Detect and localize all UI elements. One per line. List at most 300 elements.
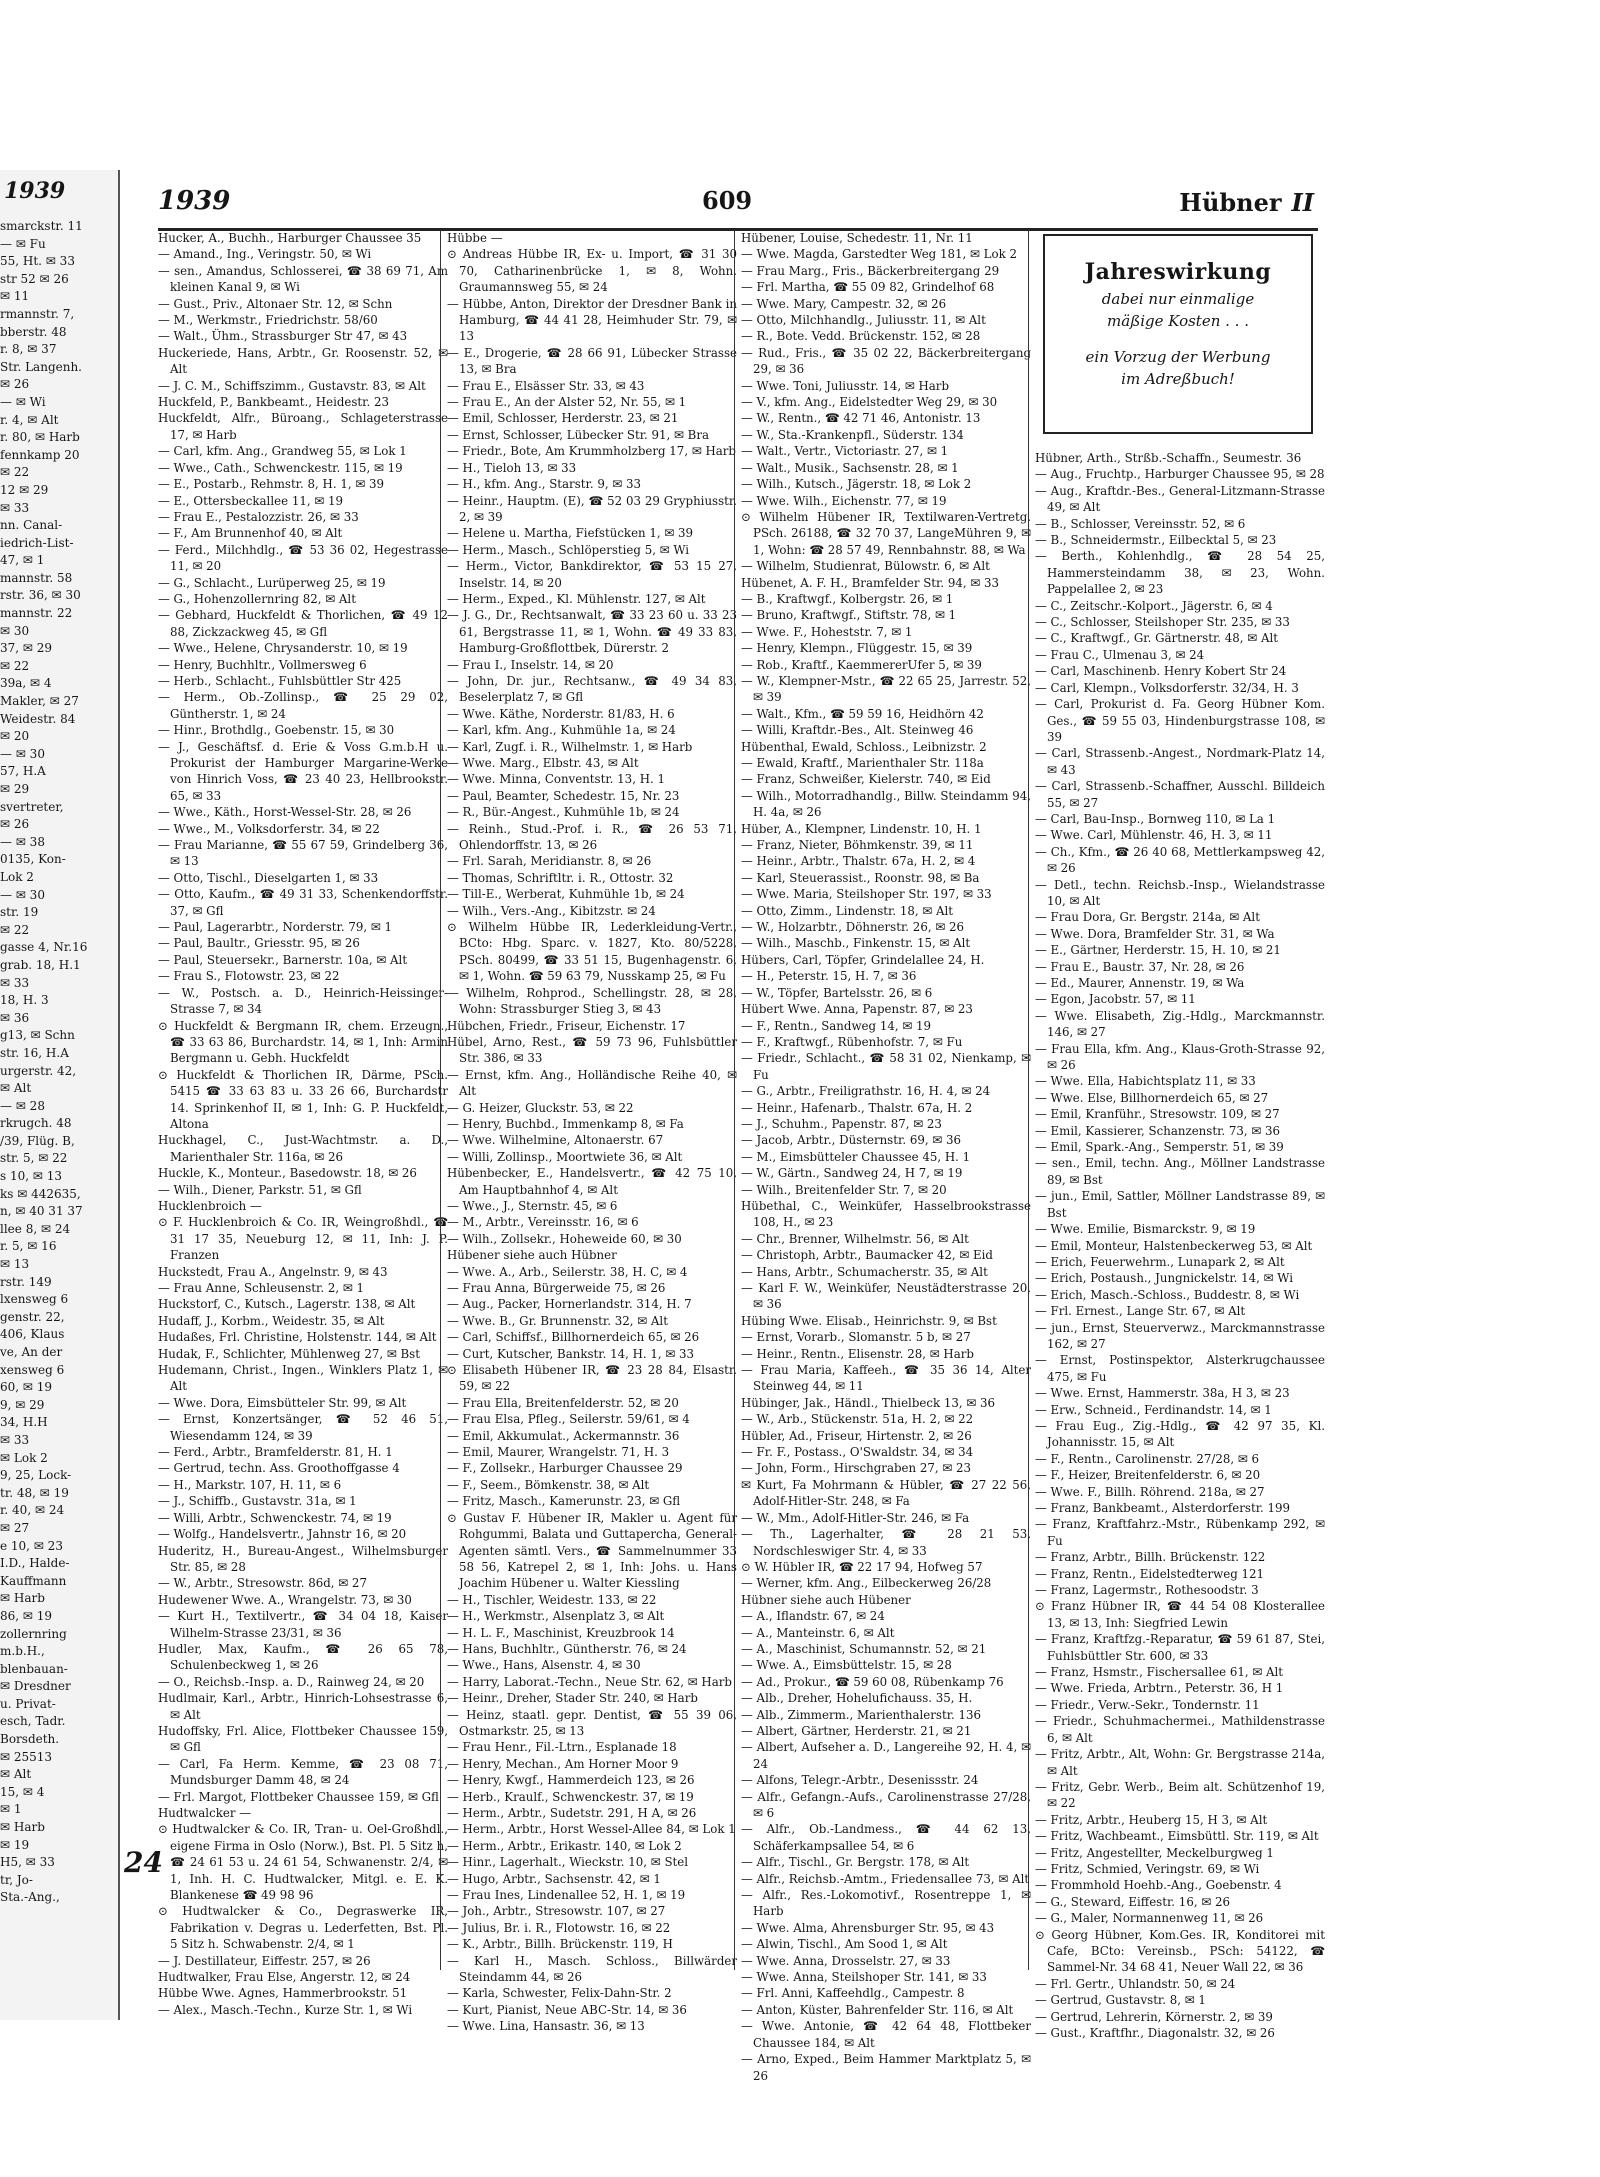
directory-entry: Huckle, K., Monteur., Basedowstr. 18, ✉ 26 xyxy=(158,1166,417,1181)
previous-page-line: r. 80, ✉ Harb xyxy=(0,430,80,445)
directory-entry: Hübchen, Friedr., Friseur, Eichenstr. 17 xyxy=(447,1018,686,1033)
directory-entry: — Thomas, Schriftltr. i. R., Ottostr. 32 xyxy=(447,870,674,885)
directory-entry: — Frau Ella, kfm. Ang., Klaus-Groth-Strasse 92, ✉ 26 xyxy=(1035,1041,1325,1073)
directory-entry: — Walt., Kfm., ☎ 59 59 16, Heidhörn 42 xyxy=(741,706,984,721)
previous-page-line: llee 8, ✉ 24 xyxy=(0,1221,71,1236)
directory-entry: — sen., Emil, techn. Ang., Möllner Landstrasse 89, ✉ Bst xyxy=(1035,1156,1325,1187)
directory-entry: — Carl, Fa Herm. Kemme, ☎ 23 08 71, Mundsburger Damm 48, ✉ 24 xyxy=(158,1756,448,1788)
directory-entry: — Kurt H., Textilvertr., ☎ 34 04 18, Kaiser Wilhelm-Strasse 23/31, ✉ 36 xyxy=(158,1609,448,1640)
directory-entry: — Henry, Buchbd., Immenkamp 8, ✉ Fa xyxy=(447,1116,684,1131)
directory-entry: — Wilh., Breitenfelder Str. 7, ✉ 20 xyxy=(741,1182,947,1197)
directory-entry: — Wwe. A., Eimsbüttelstr. 15, ✉ 28 xyxy=(741,1658,952,1673)
directory-entry: — Frau Henr., Fil.-Ltrn., Esplanade 18 xyxy=(447,1740,677,1755)
directory-entry: — Willi, Arbtr., Schwenckestr. 74, ✉ 19 xyxy=(158,1510,392,1525)
directory-entry: — Otto, Tischl., Dieselgarten 1, ✉ 33 xyxy=(158,870,379,885)
directory-entry: Huckeriede, Hans, Arbtr., Gr. Roosenstr. 52, ✉ Alt xyxy=(158,345,448,377)
directory-entry: — Herb., Schlacht., Fuhlsbüttler Str 425 xyxy=(158,673,402,688)
directory-entry: — Heinr., Hafenarb., Thalstr. 67a, H. 2 xyxy=(741,1100,973,1115)
previous-page-line: urgerstr. 42, xyxy=(0,1063,77,1078)
previous-page-line: 47, ✉ 1 xyxy=(0,553,45,568)
directory-entry: ⊙ F. Hucklenbroich & Co. IR, Weingroßhdl., ☎ 31 17 35, Neueburg 12, ✉ 11, Inh: J. P. Franzen xyxy=(158,1215,448,1263)
directory-entry: — Frau C., Ulmenau 3, ✉ 24 xyxy=(1035,647,1205,662)
directory-entry: — Frau Anne, Schleusenstr. 2, ✉ 1 xyxy=(158,1281,365,1295)
previous-page-line: ✉ Alt xyxy=(0,1767,32,1782)
directory-entry: Hucker, A., Buchh., Harburger Chaussee 35 xyxy=(158,231,422,245)
directory-entry: — B., Schneidermstr., Eilbecktal 5, ✉ 23 xyxy=(1035,533,1277,548)
previous-page-line: — ✉ Fu xyxy=(0,236,46,251)
directory-entry: Hübbe — xyxy=(447,231,503,245)
directory-entry: — R., Bote. Vedd. Brückenstr. 152, ✉ 28 xyxy=(741,329,981,344)
previous-page-line: ✉ 30 xyxy=(0,623,30,638)
directory-entry: — G. Heizer, Gluckstr. 53, ✉ 22 xyxy=(447,1100,634,1115)
previous-page-line: genstr. 22, xyxy=(0,1309,65,1324)
directory-entry: — Wwe. A., Arb., Seilerstr. 38, H. C, ✉ 4 xyxy=(447,1264,688,1279)
directory-entry: — Ferd., Arbtr., Bramfelderstr. 81, H. 1 xyxy=(158,1445,393,1460)
directory-entry: — H., Peterstr. 15, H. 7, ✉ 36 xyxy=(741,969,917,984)
directory-entry: — Karla, Schwester, Felix-Dahn-Str. 2 xyxy=(447,1986,672,2001)
previous-page-line: Str. Langenh. xyxy=(0,359,82,374)
directory-entry: — Hugo, Arbtr., Sachsenstr. 42, ✉ 1 xyxy=(447,1871,661,1886)
directory-entry: — Frau Ella, Breitenfelderstr. 52, ✉ 20 xyxy=(447,1395,679,1410)
directory-entry: — Wwe. Carl, Mühlenstr. 46, H. 3, ✉ 11 xyxy=(1035,828,1273,843)
directory-entry: — Alfons, Telegr.-Arbtr., Desenissstr. 24 xyxy=(741,1773,979,1788)
directory-entry: — H., Werkmstr., Alsenplatz 3, ✉ Alt xyxy=(447,1609,665,1624)
directory-entry: ⊙ W. Hübler IR, ☎ 22 17 94, Hofweg 57 xyxy=(741,1559,983,1574)
directory-entry: — F., Rentn., Sandweg 14, ✉ 19 xyxy=(741,1018,931,1033)
directory-entry: — J., Geschäftsf. d. Erie & Voss G.m.b.H u. Prokurist der Hamburger Margarine-Werke von Hinrich Voss, ☎ 23 40 23, Hellbrookstr. 65, ✉ 33 xyxy=(158,739,448,803)
directory-entry: — A., Maschinist, Schumannstr. 52, ✉ 21 xyxy=(741,1641,987,1656)
directory-entry: — Amand., Ing., Veringstr. 50, ✉ Wi xyxy=(158,247,372,262)
previous-page-line: r. 8, ✉ 37 xyxy=(0,342,57,357)
previous-page-line: esch, Tadr. xyxy=(0,1714,66,1729)
previous-page-line: ks ✉ 442635, xyxy=(0,1186,81,1201)
footer-marker: 24 xyxy=(124,1846,163,1879)
previous-page-line: I.D., Halde- xyxy=(0,1556,70,1571)
previous-page-line: xensweg 6 xyxy=(0,1362,65,1377)
previous-page-line: tr, Jo- xyxy=(0,1872,33,1887)
column-2 xyxy=(440,230,737,2034)
directory-entry: — Frau Eug., Zig.-Hdlg., ☎ 42 97 35, Kl. Johannisstr. 15, ✉ Alt xyxy=(1035,1418,1325,1450)
page-header xyxy=(122,184,1352,224)
directory-entry: — W., Töpfer, Bartelsstr. 26, ✉ 6 xyxy=(741,985,933,1000)
directory-entry: — Franz, Lagermstr., Rothesoodstr. 3 xyxy=(1035,1583,1259,1598)
directory-entry: — J. Destillateur, Eiffestr. 257, ✉ 26 xyxy=(158,1953,371,1968)
previous-page-line: Lok 2 xyxy=(0,869,34,884)
directory-entry: — Christoph, Arbtr., Baumacker 42, ✉ Eid xyxy=(741,1248,993,1263)
directory-entry: — Kurt, Pianist, Neue ABC-Str. 14, ✉ 36 xyxy=(447,2002,687,2017)
directory-entry: — Franz, Arbtr., Billh. Brückenstr. 122 xyxy=(1035,1550,1266,1565)
directory-entry: ⊙ Gustav F. Hübener IR, Makler u. Agent für Rohgummi, Balata und Guttapercha, General-Agenten sämtl. Vers., ☎ Sammelnummer 33 58 56, Katrepel 2, ✉ 1, Inh: Johs. u. Hans Joachim Hübener u. Walter Kiessling xyxy=(447,1510,737,1591)
directory-entry: — Jacob, Arbtr., Düsternstr. 69, ✉ 36 xyxy=(741,1133,961,1148)
directory-entry: — Berth., Kohlenhdlg., ☎ 28 54 25, Hammersteindamm 38, ✉ 23, Wohn. Pappelallee 2, ✉ 23 xyxy=(1035,549,1325,597)
previous-page-line: 18, H. 3 xyxy=(0,993,49,1008)
directory-entry: — Frau S., Flotowstr. 23, ✉ 22 xyxy=(158,969,340,984)
advertisement-line: mäßige Kosten . . . xyxy=(1107,312,1249,331)
directory-entry: — Erw., Schneid., Ferdinandstr. 14, ✉ 1 xyxy=(1035,1402,1272,1417)
directory-entry: — Rob., Kraftf., KaemmererUfer 5, ✉ 39 xyxy=(741,657,982,672)
directory-entry: — W., Mm., Adolf-Hitler-Str. 246, ✉ Fa xyxy=(741,1510,970,1525)
directory-entry: — Franz, Nieter, Böhmkenstr. 39, ✉ 11 xyxy=(741,838,974,853)
directory-entry: — Helene u. Martha, Fiefstücken 1, ✉ 39 xyxy=(447,526,694,541)
directory-entry: Hübinger, Jak., Händl., Thielbeck 13, ✉ 36 xyxy=(741,1395,996,1410)
directory-entry: — Ernst, Konzertsänger, ☎ 52 46 51, Wiesendamm 124, ✉ 39 xyxy=(158,1412,448,1443)
directory-entry: — Frau Maria, Kaffeeh., ☎ 35 36 14, Alter Steinweg 44, ✉ 11 xyxy=(741,1363,1031,1394)
directory-entry: — Carl, Bau-Insp., Bornweg 110, ✉ La 1 xyxy=(1035,811,1276,826)
directory-entry: — Hinr., Lagerhalt., Wieckstr. 10, ✉ Stel xyxy=(447,1855,689,1870)
previous-page-line: — ✉ 38 xyxy=(0,834,45,849)
directory-entry: — Wilh., Motorradhandlg., Billw. Steindamm 94, H. 4a, ✉ 26 xyxy=(741,788,1031,820)
previous-page-line: str. 5, ✉ 22 xyxy=(0,1151,68,1166)
directory-entry: — Ernst, Schlosser, Lübecker Str. 91, ✉ Bra xyxy=(447,427,710,442)
directory-entry: — W., Holzarbtr., Döhnerstr. 26, ✉ 26 xyxy=(741,920,964,935)
previous-page-line: ✉ 25513 xyxy=(0,1749,53,1764)
directory-entry: — Wwe. Magda, Garstedter Weg 181, ✉ Lok 2 xyxy=(741,247,1017,262)
directory-entry: — Franz, Bankbeamt., Alsterdorferstr. 199 xyxy=(1035,1501,1291,1515)
directory-entry: — Ch., Kfm., ☎ 26 40 68, Mettlerkampsweg 42, ✉ 26 xyxy=(1035,844,1325,876)
directory-entry: — J., Schiffb., Gustavstr. 31a, ✉ 1 xyxy=(158,1494,357,1509)
previous-page-line: — ✉ 28 xyxy=(0,1098,45,1113)
previous-page-line: ✉ Lok 2 xyxy=(0,1450,48,1465)
directory-entry: — Wwe. Käthe, Norderstr. 81/83, H. 6 xyxy=(447,706,675,721)
directory-entry: — Walt., Musik., Sachsenstr. 28, ✉ 1 xyxy=(741,460,959,475)
previous-page-line: mannstr. 22 xyxy=(0,606,73,621)
directory-entry: Hudtwalker, Frau Else, Angerstr. 12, ✉ 24 xyxy=(158,1970,411,1985)
directory-entry: — Chr., Brenner, Wilhelmstr. 56, ✉ Alt xyxy=(741,1231,969,1246)
directory-entry: — H., kfm. Ang., Starstr. 9, ✉ 33 xyxy=(447,477,641,492)
column-3 xyxy=(734,230,1031,2083)
directory-entry: — Fritz, Angestellter, Meckelburgweg 1 xyxy=(1035,1845,1274,1860)
directory-entry: — Heinr., Rentn., Elisenstr. 28, ✉ Harb xyxy=(741,1346,974,1361)
directory-entry: — Frau I., Inselstr. 14, ✉ 20 xyxy=(447,657,614,672)
directory-entry: — Wwe. F., Billh. Röhrend. 218a, ✉ 27 xyxy=(1035,1484,1265,1499)
directory-entry: — Albert, Aufseher a. D., Langereihe 92, H. 4, ✉ 24 xyxy=(741,1740,1031,1771)
previous-page-line: ✉ Harb xyxy=(0,1820,45,1835)
previous-page-line: mannstr. 58 xyxy=(0,570,73,585)
directory-entry: — W., Gärtn., Sandweg 24, H 7, ✉ 19 xyxy=(741,1166,963,1181)
directory-entry: — Friedr., Schuhmachermei., Mathildenstrasse 6, ✉ Alt xyxy=(1035,1714,1325,1745)
directory-entry: Hübenthal, Ewald, Schloss., Leibnizstr. 2 xyxy=(741,739,987,754)
directory-entry: — Wwe. Marg., Elbstr. 43, ✉ Alt xyxy=(447,756,639,770)
directory-entry: — Otto, Zimm., Lindenstr. 18, ✉ Alt xyxy=(741,903,954,918)
directory-entry: ⊙ Huckfeldt & Bergmann IR, chem. Erzeugn., ☎ 33 63 86, Burchardstr. 14, ✉ 1, Inh: Armin Bergmann u. Gebh. Huckfeldt xyxy=(158,1018,448,1066)
directory-entry: — Alfr., Ob.-Landmess., ☎ 44 62 13, Schäferkampsallee 54, ✉ 6 xyxy=(741,1822,1031,1853)
previous-page-line: ✉ 11 xyxy=(0,289,30,304)
directory-entry: — Alfr., Gefangn.-Aufs., Carolinenstrasse 27/28, ✉ 6 xyxy=(741,1789,1031,1820)
previous-page-line: 60, ✉ 19 xyxy=(0,1380,53,1395)
previous-page-line: /39, Flüg. B, xyxy=(0,1133,75,1148)
directory-entry: — J. G., Dr., Rechtsanwalt, ☎ 33 23 60 u. 33 23 61, Bergstrasse 11, ✉ 1, Wohn. ☎ 49 33 83, Hamburg-Großflottbek, Dürerstr. 2 xyxy=(447,608,737,656)
directory-entry: — Carl, kfm. Ang., Grandweg 55, ✉ Lok 1 xyxy=(158,444,407,459)
directory-entry: — Ewald, Kraftf., Marienthaler Str. 118a xyxy=(741,756,984,770)
previous-page-line: ✉ 1 xyxy=(0,1802,22,1817)
directory-entry: — Henry, Klempn., Flüggestr. 15, ✉ 39 xyxy=(741,641,973,656)
directory-entry: — Franz, Rentn., Eidelstedterweg 121 xyxy=(1035,1566,1265,1581)
directory-entry: — Wwe. Ella, Habichtsplatz 11, ✉ 33 xyxy=(1035,1074,1256,1089)
previous-page-line: ve, An der xyxy=(0,1345,63,1359)
directory-entry: — F., Kraftwgf., Rübenhofstr. 7, ✉ Fu xyxy=(741,1034,963,1049)
directory-entry: ⊙ Wilhelm Hübener IR, Textilwaren-Vertretg. PSch. 26188, ☎ 32 70 37, LangeMühren 9, ✉ 1, Wohn: ☎ 28 57 49, Rennbahnstr. 88, ✉ Wa xyxy=(741,509,1031,557)
previous-page-line: ✉ 19 xyxy=(0,1837,30,1852)
directory-entry: — Frl. Sarah, Meridianstr. 8, ✉ 26 xyxy=(447,854,652,869)
directory-entry: — Albert, Gärtner, Herderstr. 21, ✉ 21 xyxy=(741,1723,972,1738)
directory-entry: — Aug., Packer, Hornerlandstr. 314, H. 7 xyxy=(447,1297,692,1312)
directory-entry: — Walt., Vertr., Victoriastr. 27, ✉ 1 xyxy=(741,444,949,459)
directory-entry: — Gertrud, Lehrerin, Körnerstr. 2, ✉ 39 xyxy=(1035,2009,1273,2024)
directory-entry: — Wwe. Anna, Drosselstr. 27, ✉ 33 xyxy=(741,1953,951,1968)
previous-page-line: ✉ 22 xyxy=(0,465,30,480)
directory-entry: Hudak, F., Schlichter, Mühlenweg 27, ✉ Bst xyxy=(158,1346,420,1361)
directory-entry: — Herm., Arbtr., Horst Wessel-Allee 84, ✉ Lok 1 xyxy=(447,1822,736,1837)
directory-entry: Hübel, Arno, Rest., ☎ 59 73 96, Fuhlsbüttler Str. 386, ✉ 33 xyxy=(447,1034,737,1066)
directory-entry: — Curt, Kutscher, Bankstr. 14, H. 1, ✉ 33 xyxy=(447,1346,695,1361)
directory-entry: Hübener siehe auch Hübner xyxy=(447,1248,617,1263)
advertisement-box xyxy=(1043,234,1313,434)
directory-entry: — Detl., techn. Reichsb.-Insp., Wielandstrasse 10, ✉ Alt xyxy=(1035,877,1325,908)
running-head-roman: II xyxy=(1291,188,1314,217)
directory-entry: Hübers, Carl, Töpfer, Grindelallee 24, H. xyxy=(741,952,985,967)
directory-entry: Hübenet, A. F. H., Bramfelder Str. 94, ✉ 33 xyxy=(741,575,1000,590)
previous-page-line: str. 19 xyxy=(0,905,39,920)
previous-page-line: ✉ 26 xyxy=(0,817,30,832)
previous-page-line: ✉ 33 xyxy=(0,975,30,990)
directory-entry: — Reinh., Stud.-Prof. i. R., ☎ 26 53 71, Ohlendorffstr. 13, ✉ 26 xyxy=(447,821,737,853)
directory-entry: — W., Klempner-Mstr., ☎ 22 65 25, Jarrestr. 52, ✉ 39 xyxy=(741,673,1031,705)
directory-entry: — Frl. Gertr., Uhlandstr. 50, ✉ 24 xyxy=(1035,1976,1236,1991)
previous-page-line: — ✉ Wi xyxy=(0,394,46,409)
previous-page-line: rmannstr. 7, xyxy=(0,306,75,321)
directory-entry: — Wilh., Zollsekr., Hoheweide 60, ✉ 30 xyxy=(447,1231,682,1246)
directory-entry: — Anton, Küster, Bahrenfelder Str. 116, ✉ Alt xyxy=(741,2002,1014,2017)
directory-entry: — Wwe., J., Sternstr. 45, ✉ 6 xyxy=(447,1198,618,1213)
directory-entry: — M., Eimsbütteler Chaussee 45, H. 1 xyxy=(741,1149,971,1164)
directory-entry: — Ad., Prokur., ☎ 59 60 08, Rübenkamp 76 xyxy=(741,1674,1004,1689)
directory-entry: — K., Arbtr., Billh. Brückenstr. 119, H xyxy=(447,1937,673,1952)
directory-entry: — G., Maler, Normannenweg 11, ✉ 26 xyxy=(1035,1911,1264,1926)
directory-entry: — Hans, Buchhltr., Güntherstr. 76, ✉ 24 xyxy=(447,1641,687,1656)
directory-entry: — Wwe., Cath., Schwenckestr. 115, ✉ 19 xyxy=(158,460,403,475)
directory-entry: — Fr. F., Postass., O'Swaldstr. 34, ✉ 34 xyxy=(741,1445,974,1460)
previous-page-line: zollernring xyxy=(0,1626,67,1641)
directory-entry: — R., Bür.-Angest., Kuhmühle 1b, ✉ 24 xyxy=(447,805,680,820)
directory-entry: — Werner, kfm. Ang., Eilbeckerweg 26/28 xyxy=(741,1576,992,1591)
directory-entry: — F., Heizer, Breitenfelderstr. 6, ✉ 20 xyxy=(1035,1468,1261,1483)
directory-entry: — Emil, Maurer, Wrangelstr. 71, H. 3 xyxy=(447,1445,670,1460)
directory-entry: — Frau Marg., Fris., Bäckerbreitergang 29 xyxy=(741,263,1000,278)
directory-entry: — Wwe. Minna, Conventstr. 13, H. 1 xyxy=(447,772,665,787)
directory-entry: — Alb., Dreher, Hohelufichauss. 35, H. xyxy=(741,1691,973,1706)
directory-entry: — Paul, Baultr., Griesstr. 95, ✉ 26 xyxy=(158,936,360,951)
directory-entry: — Hans, Arbtr., Schumacherstr. 35, ✉ Alt xyxy=(741,1264,988,1279)
directory-entry: — Heinr., Arbtr., Thalstr. 67a, H. 2, ✉ 4 xyxy=(741,854,976,869)
directory-entry: Hübler, Ad., Friseur, Hirtenstr. 2, ✉ 26 xyxy=(741,1428,972,1443)
directory-entry: — Wwe. Antonie, ☎ 42 64 48, Flottbeker Chaussee 184, ✉ Alt xyxy=(741,2019,1031,2050)
directory-entry: — Alb., Zimmerm., Marienthalerstr. 136 xyxy=(741,1707,982,1722)
previous-page-line: — ✉ 30 xyxy=(0,887,45,902)
directory-entry: — Frau E., Pestalozzistr. 26, ✉ 33 xyxy=(158,509,359,524)
previous-page-line: ✉ 27 xyxy=(0,1520,30,1535)
directory-entry: — jun., Emil, Sattler, Möllner Landstrasse 89, ✉ Bst xyxy=(1035,1189,1325,1220)
directory-entry: — B., Kraftwgf., Kolbergstr. 26, ✉ 1 xyxy=(741,591,954,606)
directory-entry: Hübert Wwe. Anna, Papenstr. 87, ✉ 23 xyxy=(741,1002,973,1017)
directory-entry: ⊙ Wilhelm Hübbe IR, Lederkleidung-Vertr., BCto: Hbg. Sparc. v. 1827, Kto. 80/5228, PSch. 80499, ☎ 33 51 15, Bugenhagenstr. 6, ✉ 1, Wohn. ☎ 59 63 79, Nusskamp 25, ✉ Fu xyxy=(447,920,737,984)
directory-entry: — Herm., Arbtr., Erikastr. 140, ✉ Lok 2 xyxy=(447,1838,682,1853)
directory-entry: — Ernst, kfm. Ang., Holländische Reihe 40, ✉ Alt xyxy=(447,1067,737,1099)
running-head-name: Hübner xyxy=(1179,188,1282,217)
directory-entry: — Wwe. Else, Billhornerdeich 65, ✉ 27 xyxy=(1035,1090,1269,1105)
directory-entry: — Julius, Br. i. R., Flotowstr. 16, ✉ 22 xyxy=(447,1920,671,1935)
previous-page-line: ✉ 13 xyxy=(0,1257,30,1272)
previous-page-line: 9, 25, Lock- xyxy=(0,1468,72,1483)
directory-entry: — Alfr., Reichsb.-Amtm., Friedensallee 73, ✉ Alt xyxy=(741,1871,1030,1886)
directory-entry: Hübner siehe auch Hübener xyxy=(741,1592,911,1607)
previous-page-line: H5, ✉ 33 xyxy=(0,1855,55,1870)
directory-entry: — Erich, Postaush., Jungnickelstr. 14, ✉ Wi xyxy=(1035,1271,1293,1286)
previous-page-line: 57, H.A xyxy=(0,764,46,779)
directory-entry: — Carl, Prokurist d. Fa. Georg Hübner Kom. Ges., ☎ 59 55 03, Hindenburgstrasse 108, ✉ 39 xyxy=(1035,697,1325,744)
directory-entry: — Wilh., Maschb., Finkenstr. 15, ✉ Alt xyxy=(741,936,971,951)
directory-entry: — Wwe. Maria, Steilshoper Str. 197, ✉ 33 xyxy=(741,887,992,902)
directory-entry: — John, Dr. jur., Rechtsanw., ☎ 49 34 83, Beselerplatz 7, ✉ Gfl xyxy=(447,673,737,705)
directory-entry: — sen., Amandus, Schlosserei, ☎ 38 69 71, Am kleinen Kanal 9, ✉ Wi xyxy=(158,263,448,295)
previous-page-line: m.b.H., xyxy=(0,1644,45,1659)
previous-page-line: blenbauan- xyxy=(0,1661,68,1676)
directory-entry: — M., Werkmstr., Friedrichstr. 58/60 xyxy=(158,313,378,328)
previous-page-line: 55, Ht. ✉ 33 xyxy=(0,254,75,269)
directory-entry: — Ernst, Postinspektor, Alsterkrugchaussee 475, ✉ Fu xyxy=(1035,1353,1325,1384)
directory-entry: — Emil, Akkumulat., Ackermannstr. 36 xyxy=(447,1428,680,1443)
previous-page-line: 15, ✉ 4 xyxy=(0,1784,45,1799)
directory-entry: Huderitz, H., Bureau-Angest., Wilhelmsburger Str. 85, ✉ 28 xyxy=(158,1543,448,1574)
directory-entry: — Herm., Victor, Bankdirektor, ☎ 53 15 27, Inselstr. 14, ✉ 20 xyxy=(447,559,737,590)
directory-entry: — Willi, Zollinsp., Moortwiete 36, ✉ Alt xyxy=(447,1149,683,1164)
directory-entry: — Fritz, Arbtr., Heuberg 15, H 3, ✉ Alt xyxy=(1035,1812,1268,1827)
directory-entry: — Harry, Laborat.-Techn., Neue Str. 62, ✉ Harb xyxy=(447,1674,732,1689)
directory-entry: — Karl, Zugf. i. R., Wilhelmstr. 1, ✉ Harb xyxy=(447,739,693,754)
directory-entry: — Erich, Feuerwehrm., Lunapark 2, ✉ Alt xyxy=(1035,1254,1285,1269)
directory-entry: — W., Arb., Stückenstr. 51a, H. 2, ✉ 22 xyxy=(741,1412,974,1427)
previous-page-line: Kauffmann xyxy=(0,1573,67,1588)
directory-entry: — Emil, Monteur, Halstenbeckerweg 53, ✉ Alt xyxy=(1035,1238,1313,1253)
directory-entry: — Carl, Schiffsf., Billhornerdeich 65, ✉ 26 xyxy=(447,1330,700,1345)
directory-entry: — Wwe. Anna, Steilshoper Str. 141, ✉ 33 xyxy=(741,1970,987,1985)
directory-entry: ⊙ Georg Hübner, Kom.Ges. IR, Konditorei mit Cafe, BCto: Vereinsb., PSch: 54122, ☎ Sammel-Nr. 34 68 41, Neuer Wall 22, ✉ 36 xyxy=(1035,1927,1325,1975)
previous-page-line: Weidestr. 84 xyxy=(0,711,76,726)
page-year: 1939 xyxy=(158,186,231,216)
directory-entry: Hübner, Arth., Strßb.-Schaffn., Seumestr. 36 xyxy=(1035,451,1302,465)
directory-entry: — Wwe. Wilhelmine, Altonaerstr. 67 xyxy=(447,1133,664,1148)
directory-entry: — E., Postarb., Rehmstr. 8, H. 1, ✉ 39 xyxy=(158,477,384,492)
directory-entry: — Carl, Strassenb.-Schaffner, Ausschl. Billdeich 55, ✉ 27 xyxy=(1035,779,1325,810)
directory-entry: — Carl, Maschinenb. Henry Kobert Str 24 xyxy=(1035,664,1287,679)
directory-entry: ⊙ Franz Hübner IR, ☎ 44 54 08 Klosterallee 13, ✉ 13, Inh: Siegfried Lewin xyxy=(1035,1599,1325,1630)
directory-entry: — Herb., Kraulf., Schwenckestr. 37, ✉ 19 xyxy=(447,1789,694,1804)
column-1 xyxy=(158,230,448,2017)
directory-entry: — Frau E., Elsässer Str. 33, ✉ 43 xyxy=(447,378,645,393)
previous-page-line: 39a, ✉ 4 xyxy=(0,676,52,691)
directory-entry: Hübing Wwe. Elisab., Heinrichstr. 9, ✉ Bst xyxy=(741,1313,997,1328)
directory-entry: — Wilh., Kutsch., Jägerstr. 18, ✉ Lok 2 xyxy=(741,477,972,492)
column-4 xyxy=(1028,230,1325,2040)
directory-entry: — Paul, Lagerarbtr., Norderstr. 79, ✉ 1 xyxy=(158,920,392,935)
previous-page-line: gasse 4, Nr.16 xyxy=(0,940,88,955)
directory-entry: — W., Postsch. a. D., Heinrich-Heissinger-Strasse 7, ✉ 34 xyxy=(158,985,448,1017)
directory-entry: — Franz, Schweißer, Kielerstr. 740, ✉ Eid xyxy=(741,772,991,787)
directory-entry: — Wwe. Elisabeth, Zig.-Hdlg., Marckmannstr. 146, ✉ 27 xyxy=(1035,1008,1325,1040)
previous-page-line: rkrugch. 48 xyxy=(0,1116,72,1131)
directory-entry: — Egon, Jacobstr. 57, ✉ 11 xyxy=(1035,992,1196,1007)
previous-page-line: r. 40, ✉ 24 xyxy=(0,1503,65,1518)
directory-entry: Hübethal, C., Weinküfer, Hasselbrookstrasse 108, H., ✉ 23 xyxy=(741,1198,1031,1230)
directory-entry: — B., Schlosser, Vereinsstr. 52, ✉ 6 xyxy=(1035,516,1246,531)
previous-page-line: str. 16, H.A xyxy=(0,1045,69,1060)
directory-entry: ⊙ Andreas Hübbe IR, Ex- u. Import, ☎ 31 30 70, Catharinenbrücke 1, ✉ 8, Wohn. Graumannsweg 55, ✉ 24 xyxy=(447,247,737,295)
previous-page-line: Sta.-Ang., xyxy=(0,1890,60,1905)
directory-entry: — jun., Ernst, Steuerverwz., Marckmannstrasse 162, ✉ 27 xyxy=(1035,1320,1325,1351)
directory-entry: — Herm., Arbtr., Sudetstr. 291, H A, ✉ 26 xyxy=(447,1806,697,1820)
previous-page-line: ✉ 22 xyxy=(0,922,30,937)
directory-entry: — Wwe. Toni, Juliusstr. 14, ✉ Harb xyxy=(741,378,949,393)
directory-entry: — G., Steward, Eiffestr. 16, ✉ 26 xyxy=(1035,1894,1230,1909)
directory-entry: — Wilh., Diener, Parkstr. 51, ✉ Gfl xyxy=(158,1182,362,1197)
directory-entry: — Wwe. Mary, Campestr. 32, ✉ 26 xyxy=(741,296,947,311)
previous-page-line: 9, ✉ 29 xyxy=(0,1397,45,1412)
directory-entry: — Henry, Buchhltr., Vollmersweg 6 xyxy=(158,657,367,672)
directory-entry: ⊙ Huckfeldt & Thorlichen IR, Därme, PSch. 5415 ☎ 33 63 83 u. 33 26 66, Burchardstr 14. Sprinkenhof II, ✉ 1, Inh: G. P. Huckfeldt, Altona xyxy=(158,1067,448,1131)
directory-entry: — G., Hohenzollernring 82, ✉ Alt xyxy=(158,591,356,606)
advertisement-spacer xyxy=(1045,332,1311,346)
previous-page-line: r. 5, ✉ 16 xyxy=(0,1239,57,1254)
directory-entry: — Wilhelm, Rohprod., Schellingstr. 28, ✉ 28, Wohn: Strassburger Stieg 3, ✉ 43 xyxy=(447,985,737,1017)
directory-entry: — Heinz, staatl. gepr. Dentist, ☎ 55 39 06, Ostmarkstr. 25, ✉ 13 xyxy=(447,1707,737,1738)
previous-page-line: Makler, ✉ 27 xyxy=(0,694,79,709)
directory-entry: — H., Tieloh 13, ✉ 33 xyxy=(447,460,577,475)
directory-entry: Hudewener Wwe. A., Wrangelstr. 73, ✉ 30 xyxy=(158,1592,412,1607)
previous-page-line: s 10, ✉ 13 xyxy=(0,1169,63,1184)
directory-entry: — Heinr., Hauptm. (E), ☎ 52 03 29 Gryphiusstr. 2, ✉ 39 xyxy=(447,493,737,524)
directory-entry: — Wwe. Emilie, Bismarckstr. 9, ✉ 19 xyxy=(1035,1222,1256,1237)
directory-entry: — V., kfm. Ang., Eidelstedter Weg 29, ✉ 30 xyxy=(741,395,998,410)
directory-entry: — E., Drogerie, ☎ 28 66 91, Lübecker Strasse 13, ✉ Bra xyxy=(447,345,737,377)
directory-entry: — Alfr., Tischl., Gr. Bergstr. 178, ✉ Alt xyxy=(741,1855,970,1870)
directory-entry: — Friedr., Verw.-Sekr., Tondernstr. 11 xyxy=(1035,1697,1260,1712)
directory-entry: — Alex., Masch.-Techn., Kurze Str. 1, ✉ Wi xyxy=(158,2002,413,2017)
advertisement-line: im Adreßbuch! xyxy=(1121,370,1235,389)
directory-entry: — Wwe., Helene, Chrysanderstr. 10, ✉ 19 xyxy=(158,641,408,656)
directory-entry: — Frau E., Baustr. 37, Nr. 28, ✉ 26 xyxy=(1035,959,1245,974)
directory-entry: — Karl, kfm. Ang., Kuhmühle 1a, ✉ 24 xyxy=(447,723,676,738)
directory-entry: — Wwe. Alma, Ahrensburger Str. 95, ✉ 43 xyxy=(741,1920,995,1935)
directory-entry: — Alfr., Res.-Lokomotivf., Rosentreppe 1, ✉ Harb xyxy=(741,1888,1031,1919)
directory-entry: Hudoffsky, Frl. Alice, Flottbeker Chaussee 159, ✉ Gfl xyxy=(158,1723,448,1755)
directory-entry: — Wwe. Dora, Bramfelder Str. 31, ✉ Wa xyxy=(1035,926,1275,941)
directory-entry: — Frau Marianne, ☎ 55 67 59, Grindelberg 36, ✉ 13 xyxy=(158,838,448,869)
directory-entry: — Erich, Masch.-Schloss., Buddestr. 8, ✉ Wi xyxy=(1035,1287,1300,1302)
directory-entry: — Friedr., Schlacht., ☎ 58 31 02, Nienkamp, ✉ Fu xyxy=(741,1051,1031,1082)
directory-entry: — H., Tischler, Weidestr. 133, ✉ 22 xyxy=(447,1592,657,1607)
previous-page-line: ✉ 22 xyxy=(0,658,30,673)
directory-entry: — A., Iflandstr. 67, ✉ 24 xyxy=(741,1609,885,1624)
directory-entry: — Joh., Arbtr., Stresowstr. 107, ✉ 27 xyxy=(447,1904,666,1919)
directory-entry: — Herm., Exped., Kl. Mühlenstr. 127, ✉ Alt xyxy=(447,591,706,606)
directory-entry: — F., Seem., Bömkenstr. 38, ✉ Alt xyxy=(447,1477,650,1492)
directory-entry: Hudemann, Christ., Ingen., Winklers Platz 1, ✉ Alt xyxy=(158,1363,448,1394)
previous-page-line: r. 4, ✉ Alt xyxy=(0,412,59,427)
previous-page-line: n, ✉ 40 31 37 xyxy=(0,1204,83,1219)
directory-entry: — G., Arbtr., Freiligrathstr. 16, H. 4, ✉ 24 xyxy=(741,1084,991,1099)
directory-entry: Hudaff, J., Korbm., Weidestr. 35, ✉ Alt xyxy=(158,1313,385,1328)
directory-entry: — Paul, Beamter, Schedestr. 15, Nr. 23 xyxy=(447,788,680,803)
directory-entry: — C., Zeitschr.-Kolport., Jägerstr. 6, ✉ 4 xyxy=(1035,598,1273,613)
